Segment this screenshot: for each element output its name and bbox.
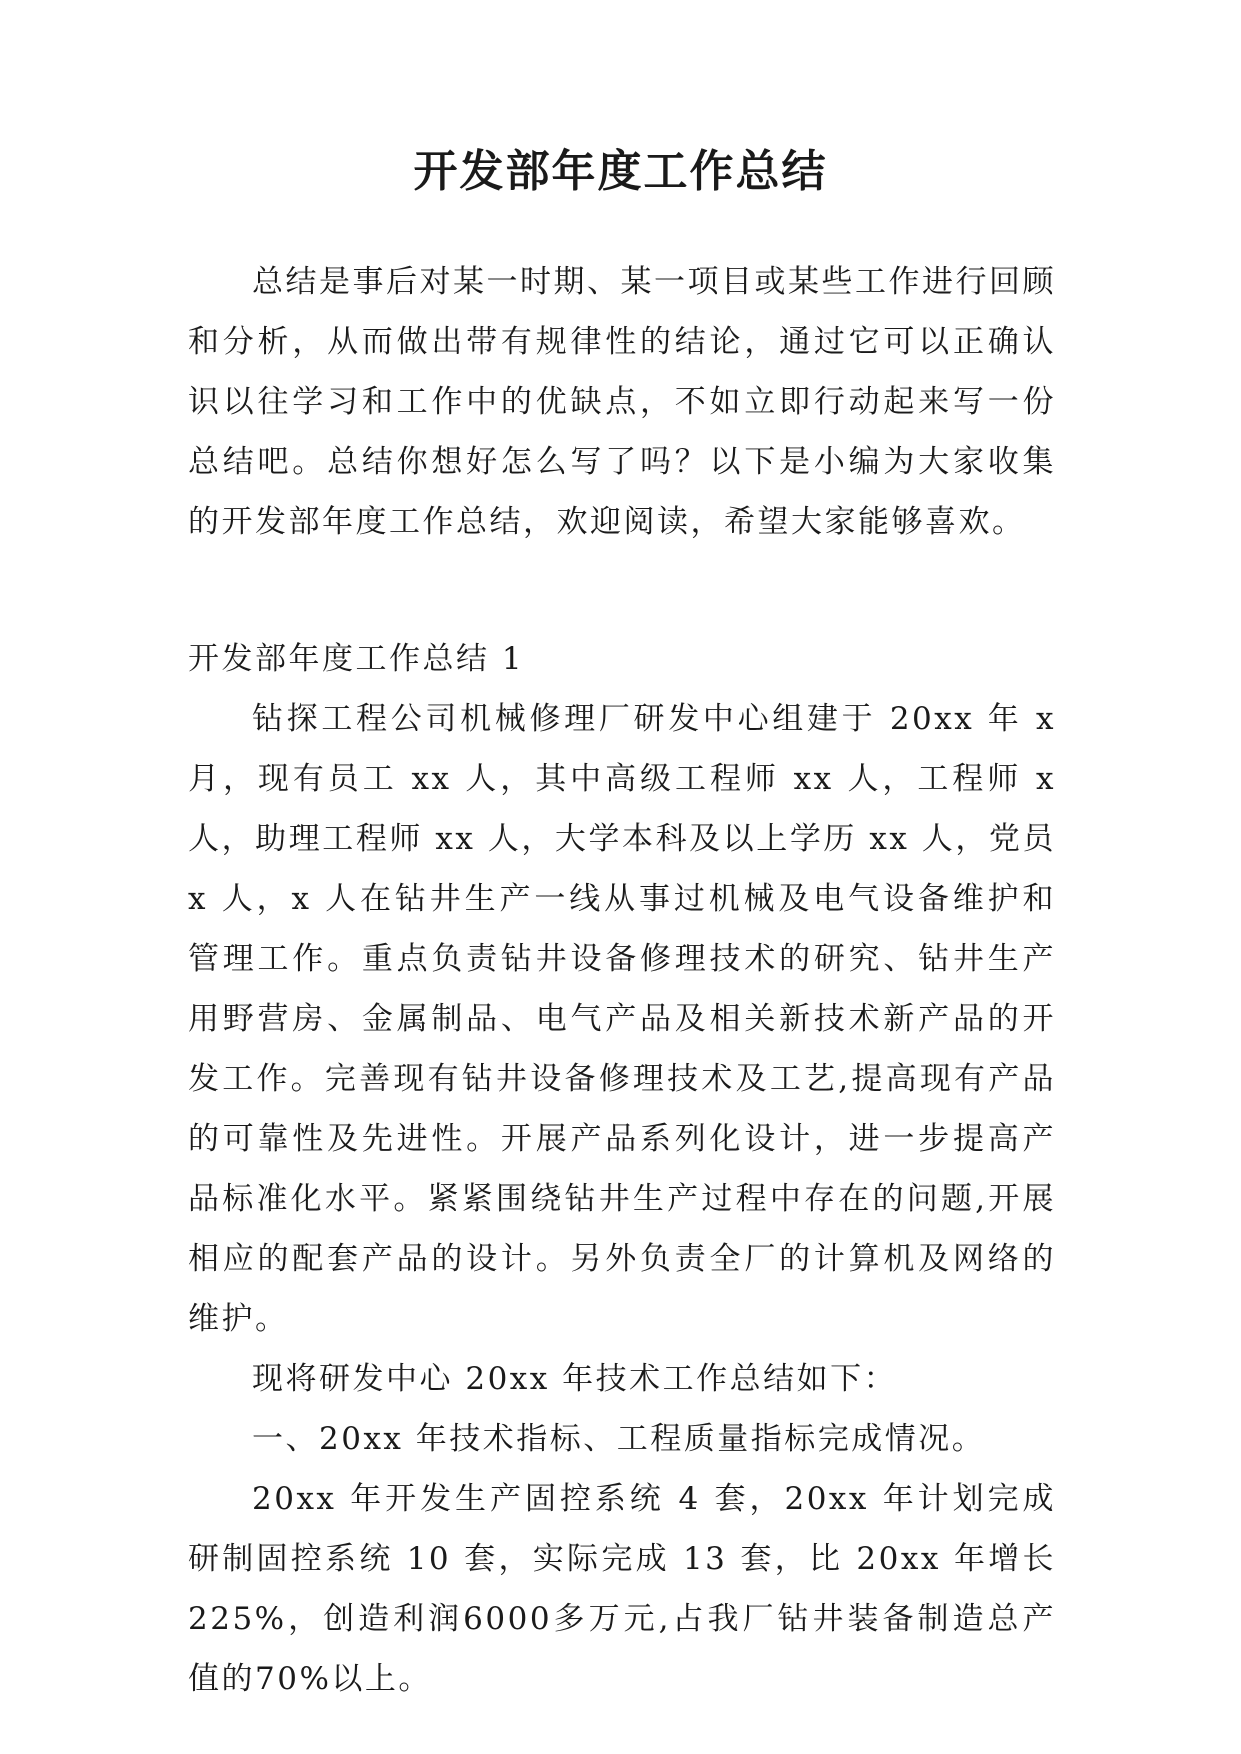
page-title: 开发部年度工作总结 [413,146,828,197]
body-paragraph-2: 现将研发中心 20xx 年技术工作总结如下： [252,1361,898,1397]
section-heading: 开发部年度工作总结 1 [188,641,525,677]
body-paragraph-4: 20xx 年开发生产固控系统 4 套，20xx 年计划完成研制固控系统 10 套，实际完成 13 套，比 20xx 年增长 225%，创造利润6000多万元,占我厂钻井装备制造总产值的70%以上。 [188,1481,1056,1697]
body-paragraph-1: 钻探工程公司机械修理厂研发中心组建于 20xx 年 x 月，现有员工 xx 人，其中高级工程师 xx 人，工程师 x 人，助理工程师 xx 人，大学本科及以上学历 xx 人，党员 x 人，x 人在钻井生产一线从事过机械及电气设备维护和管理工作。重点负责钻井设备修理技术的研究、钻井生产用野营房、金属制品、电气产品及相关新技术新产品的开发工作。完善现有钻井设备修理技术及工艺,提高现有产品的可靠性及先进性。开展产品系列化设计，进一步提高产品标准化水平。紧紧围绕钻井生产过程中存在的问题,开展相应的配套产品的设计。另外负责全厂的计算机及网络的维护。 [188,701,1056,1337]
section-block [188,629,1056,1709]
intro-paragraph: 总结是事后对某一时期、某一项目或某些工作进行回顾和分析，从而做出带有规律性的结论，通过它可以正确认识以往学习和工作中的优缺点，不如立即行动起来写一份总结吧。总结你想好怎么写了吗？以下是小编为大家收集的开发部年度工作总结，欢迎阅读，希望大家能够喜欢。 [188,264,1056,540]
body-paragraph-3: 一、20xx 年技术指标、工程质量指标完成情况。 [252,1421,986,1457]
intro-block [188,252,1056,552]
